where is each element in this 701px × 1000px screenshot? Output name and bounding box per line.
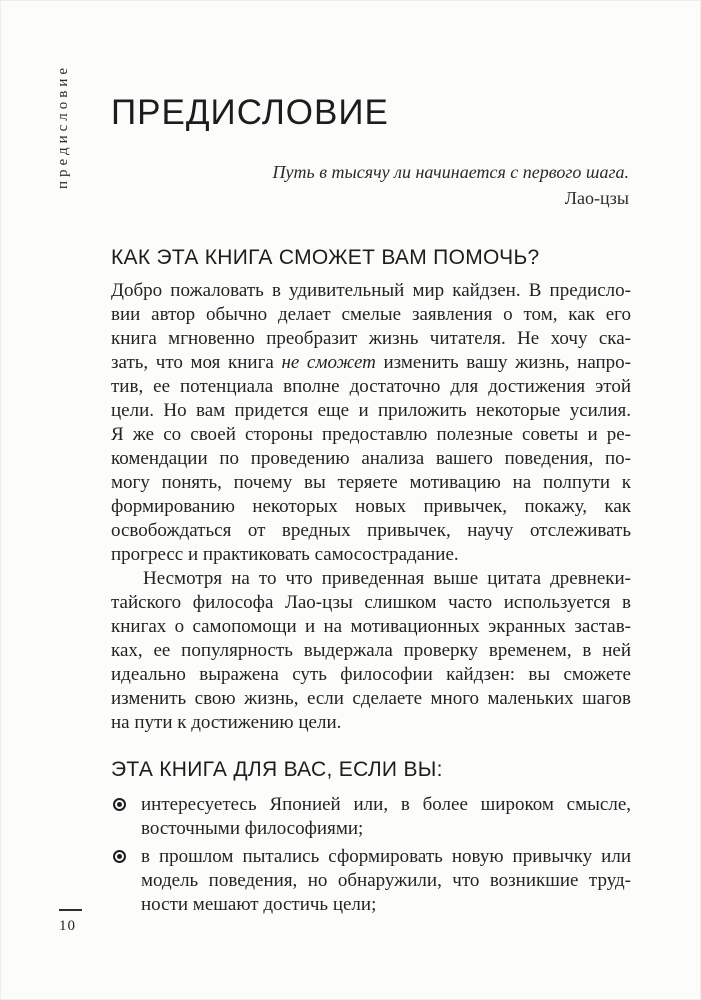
fisheye-bullet-icon <box>111 793 141 811</box>
text-line: тайского философа Лао-цзы слишком часто используется в <box>111 592 631 613</box>
text-line: ности мешают достичь цели; <box>141 894 377 915</box>
list-item <box>111 845 631 917</box>
epigraph-quote: Путь в тысячу ли начинается с первого шага. <box>272 162 629 182</box>
text-line: освобождаться от вредных привычек, научу отслеживать <box>111 520 631 541</box>
epigraph <box>273 159 629 211</box>
text-line: на пути к достижению цели. <box>111 712 342 733</box>
text-line: Несмотря на то что приведенная выше цитата древнеки- <box>143 568 631 589</box>
section-heading-foryou: ЭТА КНИГА ДЛЯ ВАС, ЕСЛИ ВЫ: <box>111 758 443 781</box>
text-line: изменить свою жизнь, если сделаете много маленьких шагов <box>111 688 631 709</box>
text-line: могу понять, почему вы теряете мотивацию на полпути к <box>111 472 631 493</box>
page-footer <box>59 909 82 934</box>
text-line: книгах о самопомощи и на мотивационных экранных застав- <box>111 616 631 637</box>
text-column <box>111 247 631 917</box>
text-line: в прошлом пытались сформировать новую привычку или <box>141 846 631 867</box>
text-line: тив, ее потенциала вполне достаточно для достижения этой <box>111 376 631 397</box>
text-segment: изменить вашу жизнь, напро- <box>375 352 631 373</box>
list-item <box>111 793 631 841</box>
paragraph-1 <box>111 279 631 567</box>
bullet-text <box>141 845 631 917</box>
text-line: цели. Но вам придется еще и приложить некоторые усилия. <box>111 400 631 421</box>
section-heading-help: КАК ЭТА КНИГА СМОЖЕТ ВАМ ПОМОЧЬ? <box>111 246 540 269</box>
text-line: вии автор обычно делает смелые заявления о том, как его <box>111 304 631 325</box>
text-line <box>111 351 631 375</box>
text-line: ках, ее популярность выдержала проверку временем, в ней <box>111 640 631 661</box>
text-line: восточными философиями; <box>141 818 364 839</box>
paragraph-2 <box>111 567 631 735</box>
text-line: Я же со своей стороны предоставлю полезные советы и ре- <box>111 424 631 445</box>
text-line: идеально выражена суть философии кайдзен: вы сможете <box>111 664 631 685</box>
text-line: Добро пожаловать в удивительный мир кайдзен. В предисло- <box>111 280 631 301</box>
margin-vertical-label: предисловие <box>55 63 71 189</box>
fisheye-bullet-icon <box>111 845 141 863</box>
chapter-title: ПРЕДИСЛОВИЕ <box>111 93 389 132</box>
bullet-text <box>141 793 631 841</box>
text-line: модель поведения, но обнаружили, что возникшие труд- <box>141 870 631 891</box>
text-line: формированию некоторых новых привычек, покажу, как <box>111 496 631 517</box>
bullet-list <box>111 793 631 917</box>
footer-divider <box>59 909 82 911</box>
text-line: комендации по проведению анализа вашего поведения, по- <box>111 448 631 469</box>
text-line: книга мгновенно преобразит жизнь читателя. Не хочу ска- <box>111 328 631 349</box>
text-segment: зать, что моя книга <box>111 352 282 373</box>
epigraph-author: Лао-цзы <box>564 188 629 208</box>
text-line: интересуетесь Японией или, в более широком смысле, <box>141 794 631 815</box>
text-segment-italic: не сможет <box>281 352 376 373</box>
text-line: прогресс и практиковать самосострадание. <box>111 544 459 565</box>
page-number: 10 <box>59 918 76 934</box>
